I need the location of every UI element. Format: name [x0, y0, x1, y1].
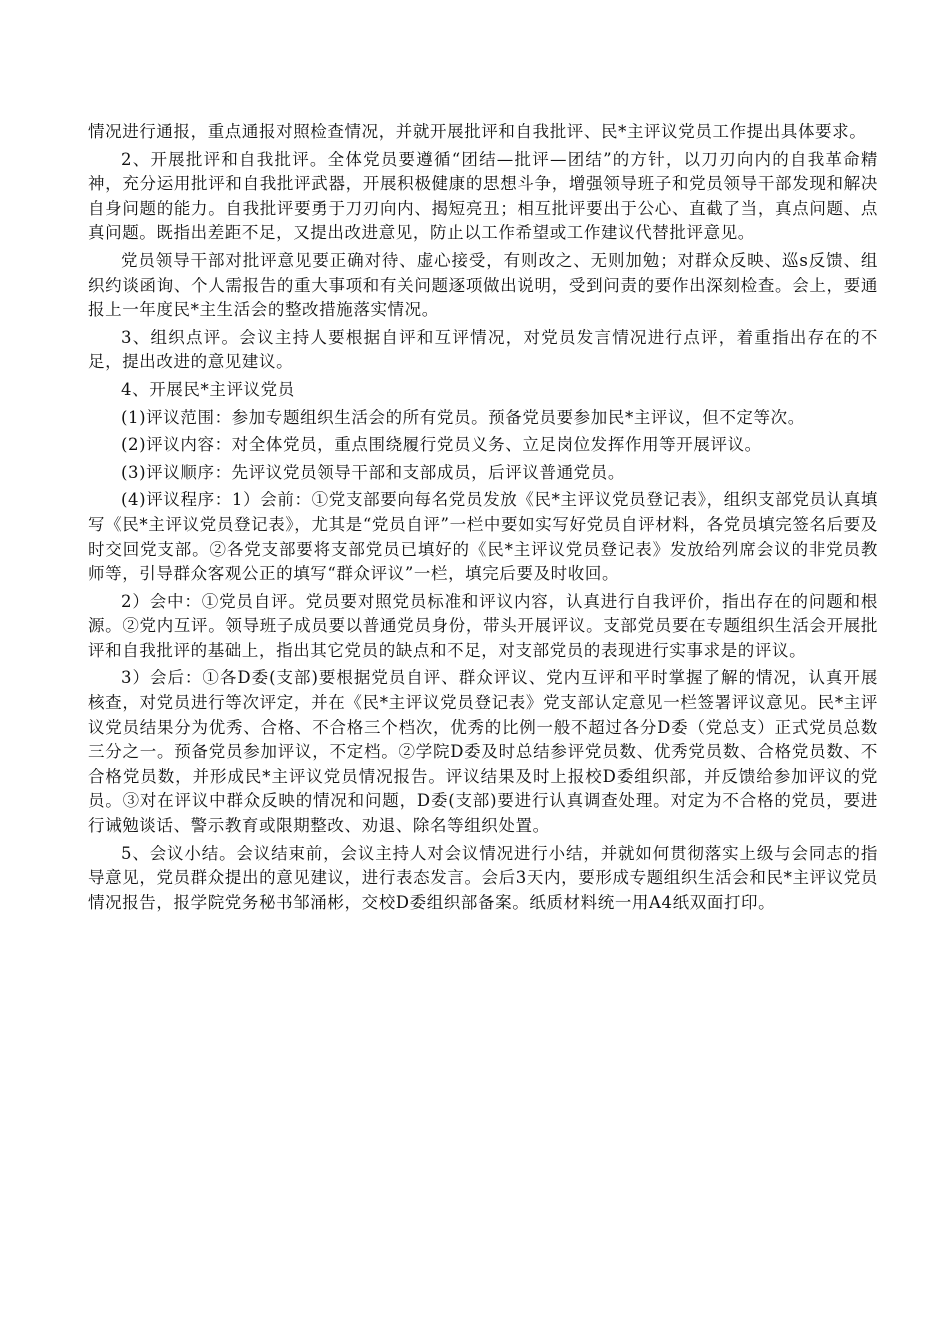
- paragraph-meeting-summary: 5、会议小结。会议结束前，会议主持人对会议情况进行小结，并就如何贯彻落实上级与会同志的指导意见，党员群众提出的意见建议，进行表态发言。会后3天内，要形成专题组织生活会和民*主评议党员情况报告，报学院党务秘书邹涌彬，交校D委组织部备案。纸质材料统一用A4纸双面打印。: [88, 843, 878, 912]
- paragraph-evaluation-scope: (1)评议范围：参加专题组织生活会的所有党员。预备党员要参加民*主评议，但不定等次。: [121, 407, 805, 427]
- paragraph-leader-response: 党员领导干部对批评意见要正确对待、虚心接受，有则改之、无则加勉；对群众反映、巡s反馈、组织约谈函询、个人需报告的重大事项和有关问题逐项做出说明，受到问责的要作出深刻检查。会上，要通报上一年度民*主生活会的整改措施落实情况。: [88, 250, 878, 320]
- paragraph-evaluation-content: (2)评议内容：对全体党员，重点围绕履行党员义务、立足岗位发挥作用等开展评议。: [121, 435, 762, 455]
- paragraph-evaluation-procedure-before: (4)评议程序：1）会前：①党支部要向每名党员发放《民*主评议党员登记表》，组织支部党员认真填写《民*主评议党员登记表》，尤其是“党员自评”一栏中要如实写好党员自评材料，各党员填完签名后要及时交回党支部。②各党支部要将支部党员已填好的《民*主评议党员登记表》发放给列席会议的非党员教师等，引导群众客观公正的填写“群众评议”一栏，填完后要及时收回。: [88, 490, 878, 584]
- document-body: [88, 120, 878, 918]
- paragraph-criticism: 2、开展批评和自我批评。全体党员要遵循“团结—批评—团结”的方针，以刀刃向内的自我革命精神，充分运用批评和自我批评武器，开展积极健康的思想斗争，增强领导班子和党员领导干部发现和解决自身问题的能力。自我批评要勇于刀刃向内、揭短亮丑；相互批评要出于公心、直截了当，真点问题、点真问题。既指出差距不足，又提出改进意见，防止以工作希望或工作建议代替批评意见。: [88, 149, 878, 243]
- paragraph-evaluation-procedure-during: 2）会中：①党员自评。党员要对照党员标准和评议内容，认真进行自我评价，指出存在的问题和根源。②党内互评。领导班子成员要以普通党员身份，带头开展评议。支部党员要在专题组织生活会开展批评和自我批评的基础上，指出其它党员的缺点和不足，对支部党员的表现进行实事求是的评议。: [88, 591, 878, 660]
- paragraph-organization-review: 3、组织点评。会议主持人要根据自评和互评情况，对党员发言情况进行点评，着重指出存在的不足，提出改进的意见建议。: [88, 327, 878, 372]
- paragraph-evaluation-order: (3)评议顺序：先评议党员领导干部和支部成员，后评议普通党员。: [121, 462, 625, 482]
- paragraph-evaluation-procedure-after: 3）会后：①各D委(支部)要根据党员自评、群众评议、党内互评和平时掌握了解的情况，认真开展核查，对党员进行等次评定，并在《民*主评议党员登记表》党支部认定意见一栏签署评议意见。民*主评议党员结果分为优秀、合格、不合格三个档次，优秀的比例一般不超过各分D委（党总支）正式党员总数三分之一。预备党员参加评议，不定档。②学院D委及时总结参评党员数、优秀党员数、合格党员数、不合格党员数，并形成民*主评议党员情况报告。评议结果及时上报校D委组织部，并反馈给参加评议的党员。③对在评议中群众反映的情况和问题，D委(支部)要进行认真调查处理。对定为不合格的党员，要进行诫勉谈话、警示教育或限期整改、劝退、除名等组织处置。: [88, 668, 878, 836]
- paragraph-report-continuation: 情况进行通报，重点通报对照检查情况，并就开展批评和自我批评、民*主评议党员工作提出具体要求。: [88, 122, 867, 141]
- paragraph-evaluation-heading: 4、开展民*主评议党员: [121, 379, 295, 399]
